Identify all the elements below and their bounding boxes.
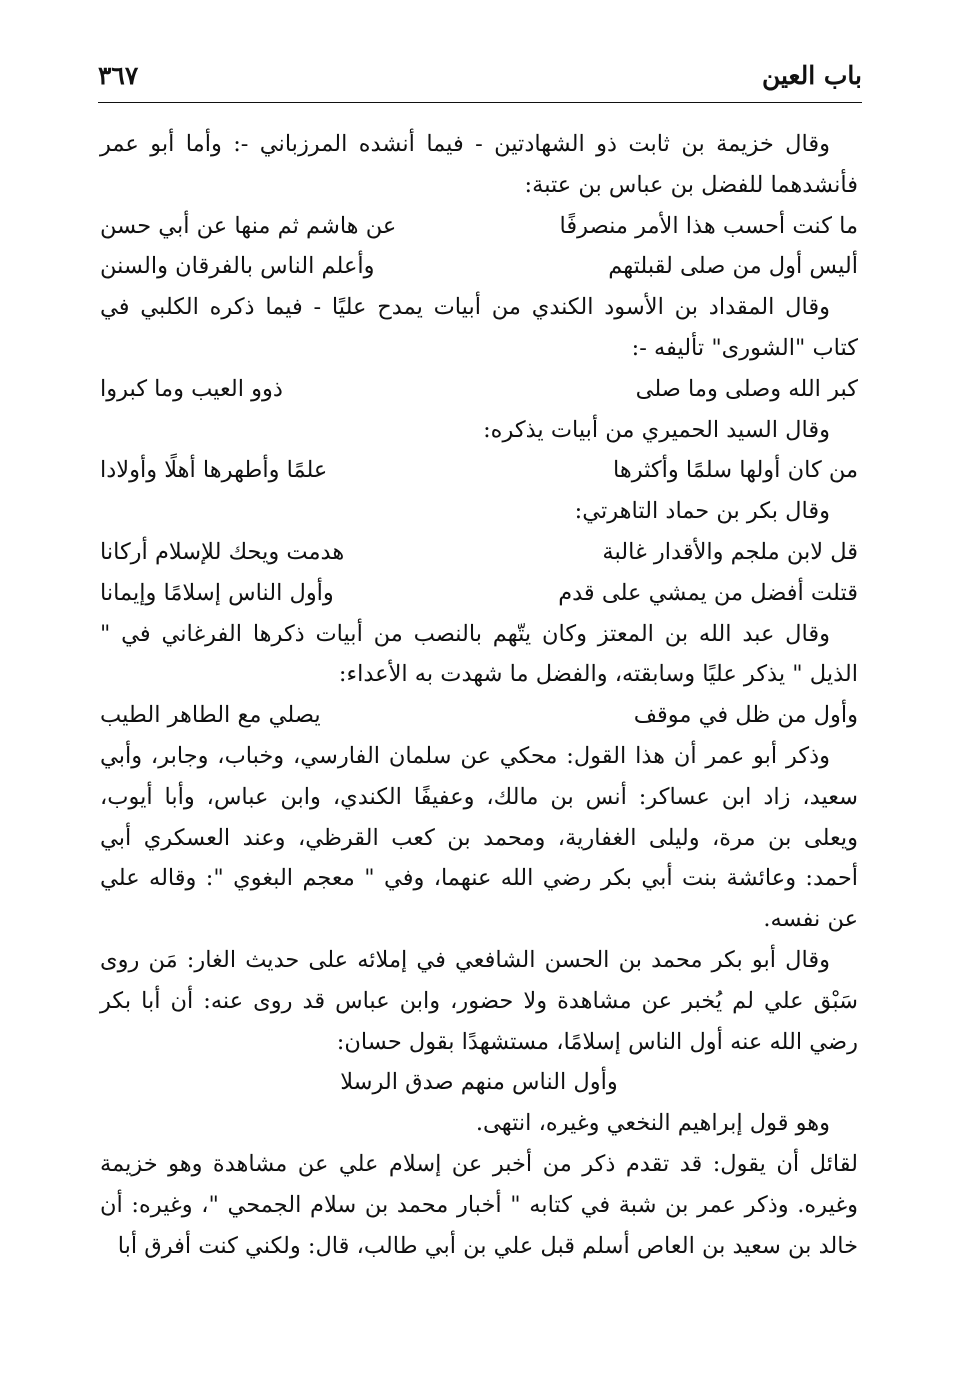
verse-line	[100, 369, 858, 410]
header-rule	[98, 102, 862, 103]
verse-line	[100, 246, 858, 287]
verse-second-hemistich: عن هاشم ثم منها عن أبي حسن	[100, 212, 397, 239]
paragraph-rebuttal: لقائل أن يقول: قد تقدم ذكر من أخبر عن إسلام علي عن مشاهدة وهو خزيمة وغيره. وذكر عمر بن شبة في كتابه " أخبار محمد بن سلام الجمحي "، وغيره: أن خالد بن سعيد بن العاص أسلم قبل علي بن أبي طالب، قال: ولكني كنت أفرق أبا	[100, 1150, 858, 1259]
verse-line	[100, 573, 858, 614]
chapter-title: باب العين	[761, 61, 862, 90]
verse-second-hemistich: وأعلم الناس بالفرقان والسنن	[100, 253, 375, 280]
running-header	[98, 56, 862, 90]
verse-first-hemistich: وأول من ظل في موقف	[633, 702, 858, 729]
verse-first-hemistich: من كان أولها سلمًا وأكثرها	[613, 457, 858, 484]
paragraph-nakhai: وهو قول إبراهيم النخعي وغيره، انتهى.	[475, 1110, 830, 1137]
verse-first-hemistich: كبر الله وصلى وما صلى	[635, 375, 858, 402]
verse-first-hemistich: قتلت أفضل من يمشي على قدم	[558, 579, 858, 606]
paragraph-himyari: وقال السيد الحميري من أبيات يذكره:	[483, 416, 830, 443]
verse-second-hemistich: ذوو العيب وما كبروا	[100, 375, 283, 402]
paragraph-ibn-mutazz: وقال عبد الله بن المعتز وكان يتّهم بالنصب من أبيات ذكرها الفرغاني في " الذيل " يذكر عليًا وسابقته، والفضل ما شهدت به الأعداء:	[100, 620, 858, 688]
paragraph-miqdad: وقال المقداد بن الأسود الكندي من أبيات يمدح عليًا - فيما ذكره الكلبي في كتاب "الشورى" تأليفه -:	[100, 294, 858, 361]
verse-second-hemistich: يصلي مع الطاهر الطيب	[100, 702, 321, 729]
verse-second-hemistich: علمًا وأطهرها أهلًا وأولادا	[100, 457, 328, 484]
page-body	[100, 124, 858, 1266]
verse-first-hemistich: ما كنت أحسب هذا الأمر منصرفًا	[559, 212, 858, 239]
verse-line	[100, 695, 858, 736]
paragraph-shafii: وقال أبو بكر محمد بن الحسن الشافعي في إملائه على حديث الغار: مَن روى سَبْق علي لم يُخبر عن مشاهدة ولا حضور، وابن عباس قد روى عنه: أن أبا بكر رضي الله عنه أول الناس إسلامًا، مستشهدًا بقول حسان:	[100, 946, 858, 1055]
page-number: ٣٦٧	[98, 61, 139, 90]
verse-hassan: وأول الناس منهم صدق الرسلا	[340, 1069, 618, 1096]
paragraph-khuzayma: وقال خزيمة بن ثابت ذو الشهادتين - فيما أنشده المرزباني -: وأما أبو عمر فأنشدهما للفضل بن عباس بن عتبة:	[100, 131, 858, 198]
paragraph-bakr: وقال بكر بن حماد التاهرتي:	[574, 498, 830, 525]
verse-line	[100, 450, 858, 491]
verse-first-hemistich: قل لابن ملجم والأقدار غالبة	[602, 538, 858, 565]
verse-line	[100, 532, 858, 573]
paragraph-abu-umar: وذكر أبو عمر أن هذا القول: محكي عن سلمان الفارسي، وخباب، وجابر، وأبي سعيد، زاد ابن عساكر: أنس بن مالك، وعفيفًا الكندي، وابن عباس، وأبا أيوب، ويعلى بن مرة، وليلى الغفارية، ومحمد بن كعب القرظي، وعند العسكري أبي أحمد: وعائشة بنت أبي بكر رضي الله عنهما، وفي " معجم البغوي ": وقاله علي عن نفسه.	[100, 742, 858, 933]
verse-first-hemistich: أليس أول من صلى لقبلتهم	[608, 253, 858, 280]
verse-line	[100, 206, 858, 247]
verse-second-hemistich: وأول الناس إسلامًا وإيمانا	[100, 579, 334, 606]
verse-second-hemistich: هدمت ويحك للإسلام أركانا	[100, 538, 345, 565]
